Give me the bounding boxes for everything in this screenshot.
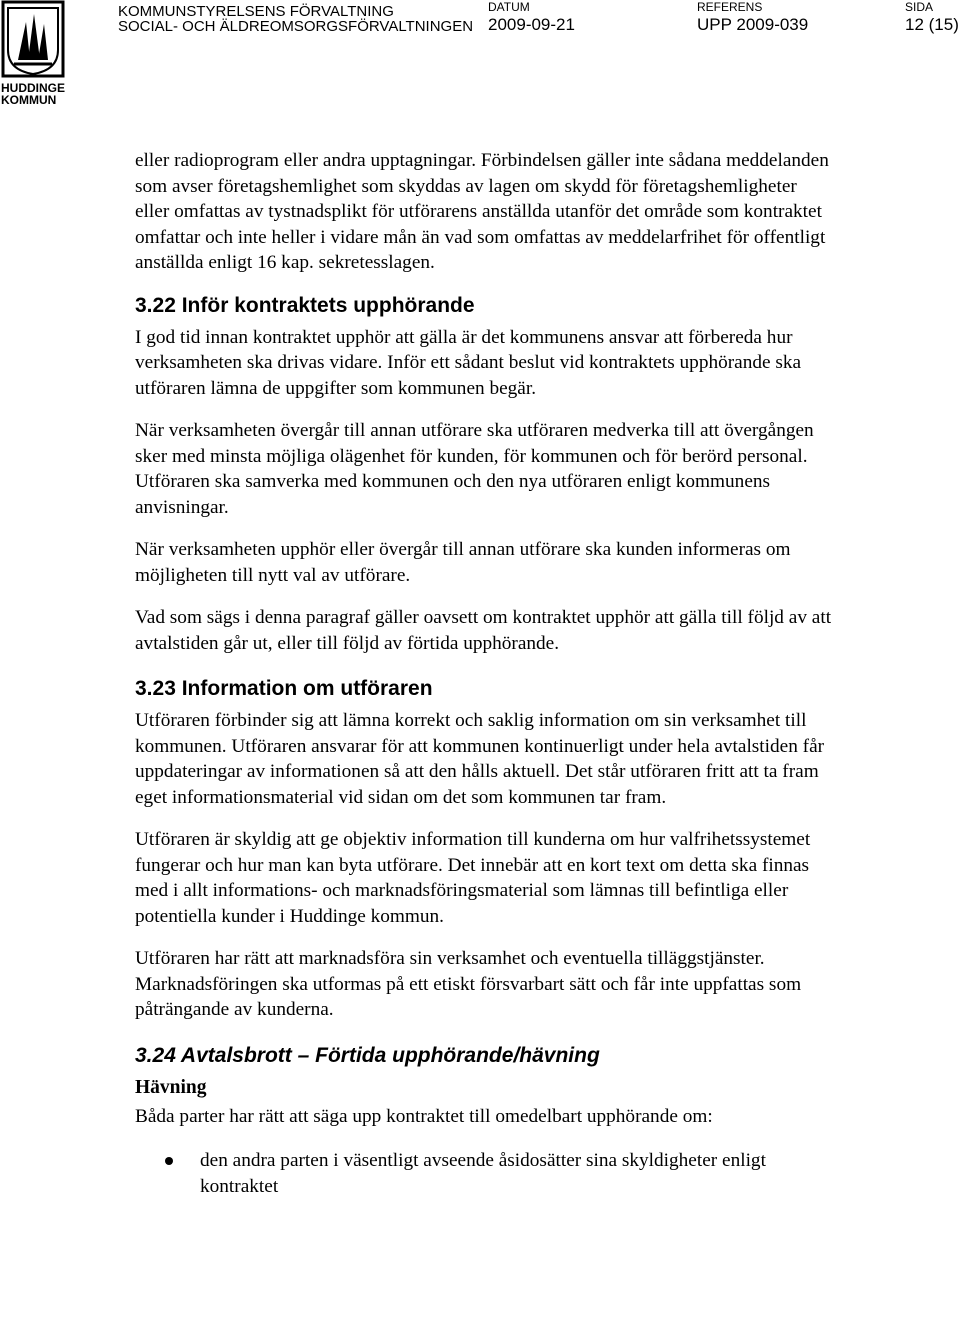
list-item [135, 1148, 835, 1199]
section-heading-3-22: 3.22 Inför kontraktets upphörande [135, 293, 475, 317]
paragraph: eller radioprogram eller andra upptagningar. Förbindelsen gäller inte sådana meddelanden som avser företagshemlighet som skyddas av lagen om skydd för företagshemligheter eller omfattas av tystnadsplikt för utförarens anställda utanför det område som kontraktet omfattar och inte heller i vidare mån än vad som omfattas av meddelarfrihet för offentligt anställda enligt 16 kap. sekretesslagen. [135, 150, 829, 273]
logo-text-2: KOMMUN [1, 93, 57, 106]
subheading-havning: Hävning [135, 1076, 207, 1098]
paragraph: När verksamheten upphör eller övergår till annan utförare ska kunden informeras om möjligheten till nytt val av utförare. [135, 539, 791, 586]
datum-value: 2009-09-21 [488, 15, 575, 34]
huddinge-kommun-logo [0, 0, 68, 106]
sida-label: SIDA [905, 0, 934, 14]
bullet-list [135, 1148, 835, 1199]
paragraph: Båda parter har rätt att säga upp kontraktet till omedelbart upphörande om: [135, 1105, 713, 1127]
ref-label: REFERENS [697, 0, 763, 14]
org-line-2: SOCIAL- OCH ÄLDREOMSORGSFÖRVALTNINGEN [118, 18, 474, 35]
paragraph: När verksamheten övergår till annan utförare ska utföraren medverka till att övergången sker med minsta möjliga olägenhet för kunden, för kommunen och för berörd personal. Utföraren ska samverka med kommunen och den nya utföraren enligt kommunens anvisningar. [135, 420, 814, 518]
bullet-icon [165, 1157, 173, 1165]
paragraph: Utföraren förbinder sig att lämna korrekt och saklig information om sin verksamhet till kommunen. Utföraren ansvarar för att kommunen kontinuerligt under hela avtalstiden får uppdateringar av informationen så att den hålls aktuell. Det står utföraren fritt att ta fram eget informationsmaterial vid sidan om det som kommunen tar fram. [135, 710, 825, 808]
list-item-text: den andra parten i väsentligt avseende åsidosätter sina skyldigheter enligt kontraktet [200, 1150, 766, 1197]
paragraph: Vad som sägs i denna paragraf gäller oavsett om kontraktet upphör att gälla till följd av att avtalstiden går ut, eller till följd av förtida upphörande. [135, 607, 832, 654]
ref-value: UPP 2009-039 [697, 15, 809, 34]
paragraph: I god tid innan kontraktet upphör att gälla är det kommunens ansvar att förbereda hur verksamheten ska drivas vidare. Inför ett sådant beslut vid kontraktets upphörande ska utföraren lämna de uppgifter som kommunen begär. [135, 326, 802, 399]
logo-text-1: HUDDINGE [1, 81, 66, 95]
paragraph: Utföraren har rätt att marknadsföra sin verksamhet och eventuella tilläggstjänster. Marknadsföringen ska utformas på ett etiskt försvarbart sätt och får inte uppfattas som påträngande av kunderna. [135, 948, 802, 1020]
org-line-1: KOMMUNSTYRELSENS FÖRVALTNING [118, 3, 394, 20]
section-heading-3-23: 3.23 Information om utföraren [135, 677, 433, 700]
document-body [135, 148, 835, 1199]
datum-label: DATUM [488, 0, 530, 14]
section-heading-3-24: 3.24 Avtalsbrott – Förtida upphörande/hävning [135, 1043, 600, 1067]
sida-value: 12 (15) [905, 15, 959, 34]
paragraph: Utföraren är skyldig att ge objektiv information till kunderna om hur valfrihetssystemet fungerar och hur man kan byta utförare. Det innebär att en kort text om detta ska finnas med i allt informations- och marknadsföringsmaterial som lämnas till befintliga eller potentiella kunder i Huddinge kommun. [135, 829, 811, 927]
